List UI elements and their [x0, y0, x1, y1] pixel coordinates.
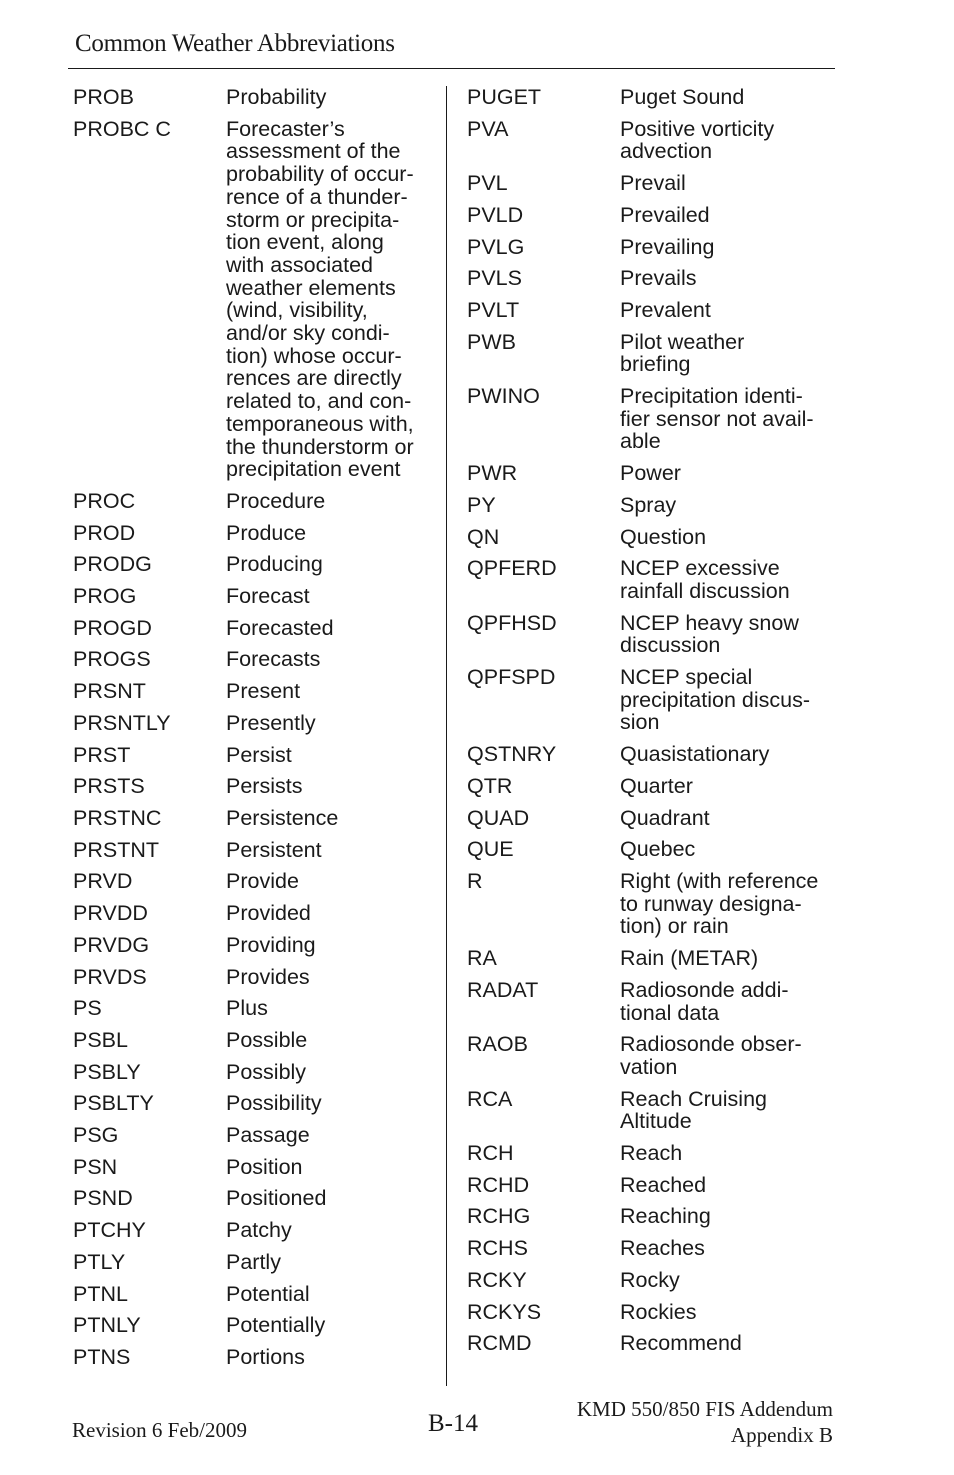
abbreviation-term: PWINO	[467, 384, 540, 409]
abbreviation-term: RCKY	[467, 1267, 527, 1292]
abbreviation-definition	[620, 807, 835, 830]
abbreviation-term: PUGET	[467, 85, 542, 109]
abbreviation-entry	[73, 1219, 433, 1242]
abbreviation-definition	[226, 839, 433, 862]
abbreviation-term: QN	[467, 524, 500, 549]
abbreviation-entry	[73, 712, 433, 735]
abbreviation-term: RCKYS	[467, 1299, 542, 1324]
definition-line: Patchy	[226, 1218, 292, 1243]
abbreviation-entry	[73, 1029, 433, 1052]
abbreviation-entry	[73, 585, 433, 608]
abbreviation-term: PROD	[73, 520, 136, 545]
definition-line: Quebec	[620, 837, 696, 862]
abbreviation-entry	[73, 1156, 433, 1179]
definition-line: Quadrant	[620, 805, 710, 830]
definition-line: Forecasts	[226, 647, 321, 672]
abbreviation-definition	[226, 807, 433, 830]
abbreviation-definition	[620, 204, 835, 227]
abbreviation-definition	[620, 86, 835, 109]
definition-line: probability of occur-	[226, 162, 414, 187]
definition-line: storm or precipita-	[226, 207, 400, 232]
abbreviation-term: RADAT	[467, 977, 539, 1002]
definition-line: with associated	[226, 252, 373, 277]
definition-line: Forecasted	[226, 615, 334, 640]
abbreviation-term: PRSNT	[73, 679, 146, 704]
abbreviation-entry	[467, 118, 835, 163]
definition-line: briefing	[620, 352, 691, 377]
abbreviation-entry	[73, 118, 433, 481]
definition-line: assessment of the	[226, 139, 401, 164]
abbreviation-entry	[467, 172, 835, 195]
abbreviation-term: PSN	[73, 1154, 118, 1179]
abbreviation-term: QPFERD	[467, 556, 557, 581]
abbreviation-definition	[620, 870, 835, 938]
abbreviation-entry	[467, 1237, 835, 1260]
abbreviation-definition	[226, 1283, 433, 1306]
abbreviation-term: QUE	[467, 837, 514, 862]
abbreviation-term: PROB	[73, 85, 134, 109]
abbreviation-term: QUAD	[467, 805, 530, 830]
definition-line: the thunderstorm or	[226, 434, 414, 459]
abbreviation-term: PRVDS	[73, 964, 147, 989]
abbreviation-entry	[73, 870, 433, 893]
definition-line: Prevailing	[620, 234, 715, 259]
abbreviation-definition	[226, 1092, 433, 1115]
abbreviation-definition	[620, 1174, 835, 1197]
abbreviation-definition	[620, 331, 835, 376]
definition-line: Possible	[226, 1027, 308, 1052]
abbreviation-entry	[73, 775, 433, 798]
definition-line: (wind, visibility,	[226, 298, 368, 323]
definition-line: Altitude	[620, 1109, 692, 1134]
definition-line: Provided	[226, 901, 311, 926]
definition-line: tion) whose occur-	[226, 343, 402, 368]
definition-line: Forecast	[226, 584, 310, 609]
definition-line: fier sensor not avail-	[620, 406, 814, 431]
abbreviation-definition	[226, 1156, 433, 1179]
abbreviation-definition	[620, 1269, 835, 1292]
abbreviation-definition	[620, 1332, 835, 1355]
definition-line: Possibly	[226, 1059, 307, 1084]
abbreviation-term: PSG	[73, 1123, 119, 1148]
abbreviation-entry	[73, 553, 433, 576]
abbreviation-definition	[620, 494, 835, 517]
abbreviation-term: PWR	[467, 461, 518, 486]
abbreviation-definition	[620, 385, 835, 453]
abbreviation-term: PSBL	[73, 1027, 128, 1052]
abbreviation-definition	[226, 648, 433, 671]
abbreviation-entry	[73, 839, 433, 862]
definition-line: rences are directly	[226, 366, 402, 391]
abbreviation-definition	[620, 236, 835, 259]
abbreviation-definition	[620, 557, 835, 602]
abbreviation-term: QPFHSD	[467, 610, 557, 635]
abbreviation-entry	[467, 1088, 835, 1133]
abbreviation-definition	[226, 1061, 433, 1084]
definition-line: Quasistationary	[620, 742, 770, 767]
abbreviation-term: PRSNTLY	[73, 710, 171, 735]
definition-line: tional data	[620, 1000, 720, 1025]
abbreviation-term: PRSTS	[73, 774, 145, 799]
abbreviation-definition	[620, 1033, 835, 1078]
abbreviation-entry	[467, 299, 835, 322]
abbreviation-entry	[73, 1283, 433, 1306]
abbreviation-term: PROC	[73, 488, 136, 513]
page-number: B-14	[428, 1410, 478, 1437]
abbreviation-term: PVLG	[467, 234, 525, 259]
definition-line: to runway designa-	[620, 891, 802, 916]
abbreviation-term: PSBLTY	[73, 1091, 154, 1116]
abbreviation-definition	[620, 838, 835, 861]
abbreviation-entry	[73, 522, 433, 545]
abbreviation-definition	[620, 299, 835, 322]
abbreviation-definition	[620, 1301, 835, 1324]
definition-line: discussion	[620, 633, 721, 658]
definition-line: Forecaster’s	[226, 116, 345, 141]
abbreviation-entry	[467, 267, 835, 290]
abbreviation-definition	[620, 1237, 835, 1260]
definition-line: Reach	[620, 1141, 683, 1166]
abbreviation-entry	[467, 526, 835, 549]
definition-line: Prevailed	[620, 202, 710, 227]
abbreviation-entry	[73, 86, 433, 109]
abbreviation-term: RCH	[467, 1141, 514, 1166]
abbreviation-entry	[73, 648, 433, 671]
abbreviation-definition	[226, 966, 433, 989]
definition-line: sion	[620, 710, 660, 735]
abbreviation-term: PSND	[73, 1186, 133, 1211]
definition-line: Plus	[226, 996, 268, 1021]
abbreviation-definition	[226, 522, 433, 545]
abbreviation-entry	[73, 1061, 433, 1084]
abbreviation-definition	[226, 1219, 433, 1242]
definition-line: Provides	[226, 964, 310, 989]
definition-line: Partly	[226, 1249, 281, 1274]
abbreviation-definition	[620, 612, 835, 657]
definition-line: Question	[620, 524, 707, 549]
definition-line: Right (with reference	[620, 868, 819, 893]
abbreviation-term: QSTNRY	[467, 742, 557, 767]
definition-line: tion) or rain	[620, 914, 729, 939]
abbreviation-term: PVL	[467, 171, 508, 196]
definition-line: precipitation event	[226, 457, 401, 482]
abbreviation-definition	[226, 870, 433, 893]
definition-line: Persistence	[226, 805, 339, 830]
definition-line: Pilot weather	[620, 329, 745, 354]
abbreviation-definition	[226, 902, 433, 925]
abbreviation-definition	[620, 979, 835, 1024]
abbreviation-entry	[467, 1332, 835, 1355]
abbreviation-definition	[226, 553, 433, 576]
abbreviation-term: PVLT	[467, 297, 520, 322]
abbreviation-entry	[467, 666, 835, 734]
abbreviation-definition	[226, 490, 433, 513]
column-divider	[446, 86, 447, 1386]
definition-line: Rocky	[620, 1267, 680, 1292]
abbreviation-entry	[73, 1251, 433, 1274]
definition-line: weather elements	[226, 275, 396, 300]
definition-line: precipitation discus-	[620, 687, 811, 712]
abbreviation-entry	[73, 744, 433, 767]
definition-line: NCEP excessive	[620, 556, 780, 581]
definition-line: Rockies	[620, 1299, 697, 1324]
definition-line: Reach Cruising	[620, 1086, 767, 1111]
abbreviation-entry	[73, 490, 433, 513]
abbreviation-entry	[467, 1205, 835, 1228]
definition-line: Precipitation identi-	[620, 384, 803, 409]
abbreviation-entry	[73, 617, 433, 640]
abbreviation-term: RCHD	[467, 1172, 530, 1197]
definition-line: NCEP heavy snow	[620, 610, 799, 635]
abbreviation-term: PTCHY	[73, 1218, 146, 1243]
right-abbreviation-column	[467, 86, 835, 1364]
definition-line: Providing	[226, 932, 316, 957]
abbreviation-entry	[73, 1314, 433, 1337]
abbreviation-entry	[467, 979, 835, 1024]
definition-line: Prevail	[620, 171, 686, 196]
abbreviation-entry	[467, 1174, 835, 1197]
definition-line: Reaches	[620, 1236, 705, 1261]
abbreviation-term: PRVDD	[73, 901, 148, 926]
abbreviation-definition	[620, 462, 835, 485]
definition-line: Possibility	[226, 1091, 322, 1116]
abbreviation-entry	[73, 1346, 433, 1369]
abbreviation-entry	[467, 1142, 835, 1165]
abbreviation-entry	[467, 612, 835, 657]
definition-line: Present	[226, 679, 301, 704]
abbreviation-definition	[620, 118, 835, 163]
abbreviation-term: QPFSPD	[467, 665, 556, 690]
abbreviation-definition	[620, 1088, 835, 1133]
abbreviation-definition	[226, 680, 433, 703]
definition-line: Radiosonde addi-	[620, 977, 789, 1002]
definition-line: Puget Sound	[620, 85, 745, 109]
abbreviation-entry	[73, 807, 433, 830]
abbreviation-entry	[73, 1124, 433, 1147]
abbreviation-definition	[226, 617, 433, 640]
abbreviation-term: PTNL	[73, 1281, 128, 1306]
abbreviation-term: PVA	[467, 116, 509, 141]
definition-line: Quarter	[620, 773, 693, 798]
left-abbreviation-column	[73, 86, 433, 1378]
definition-line: Persistent	[226, 837, 322, 862]
abbreviation-definition	[226, 1314, 433, 1337]
abbreviation-term: PY	[467, 492, 496, 517]
definition-line: Passage	[226, 1123, 310, 1148]
definition-line: able	[620, 429, 661, 454]
abbreviation-entry	[467, 331, 835, 376]
revision-label: Revision 6 Feb/2009	[72, 1418, 248, 1442]
definition-line: Potentially	[226, 1313, 326, 1338]
abbreviation-term: PROGS	[73, 647, 151, 672]
abbreviation-entry	[467, 86, 835, 109]
definition-line: Spray	[620, 492, 677, 517]
definition-line: Power	[620, 461, 681, 486]
abbreviation-term: PWB	[467, 329, 516, 354]
definition-line: Prevails	[620, 266, 697, 291]
definition-line: rainfall discussion	[620, 578, 790, 603]
abbreviation-term: PROG	[73, 584, 137, 609]
abbreviation-entry	[467, 838, 835, 861]
abbreviation-term: PROGD	[73, 615, 152, 640]
definition-line: Prevalent	[620, 297, 711, 322]
abbreviation-entry	[467, 236, 835, 259]
abbreviation-term: PRVD	[73, 869, 133, 894]
abbreviation-entry	[467, 557, 835, 602]
abbreviation-entry	[73, 1187, 433, 1210]
abbreviation-term: PRODG	[73, 552, 152, 577]
abbreviation-definition	[226, 775, 433, 798]
abbreviation-entry	[467, 775, 835, 798]
document-info	[577, 1396, 833, 1448]
abbreviation-entry	[467, 462, 835, 485]
abbreviation-entry	[467, 1269, 835, 1292]
abbreviation-definition	[226, 1251, 433, 1274]
abbreviation-definition	[226, 1187, 433, 1210]
definition-line: Persist	[226, 742, 292, 767]
abbreviation-definition	[226, 997, 433, 1020]
abbreviation-definition	[226, 712, 433, 735]
definition-line: Procedure	[226, 488, 326, 513]
abbreviation-term: PRST	[73, 742, 131, 767]
abbreviation-entry	[467, 385, 835, 453]
abbreviation-definition	[226, 934, 433, 957]
abbreviation-term: PTNLY	[73, 1313, 141, 1338]
abbreviation-term: PS	[73, 996, 102, 1021]
abbreviation-term: RAOB	[467, 1032, 528, 1057]
definition-line: related to, and con-	[226, 389, 412, 414]
abbreviation-definition	[226, 1124, 433, 1147]
definition-line: Rain (METAR)	[620, 946, 759, 971]
abbreviation-entry	[467, 494, 835, 517]
definition-line: Probability	[226, 85, 327, 109]
abbreviation-entry	[73, 1092, 433, 1115]
abbreviation-definition	[620, 666, 835, 734]
definition-line: Provide	[226, 869, 299, 894]
abbreviation-term: PTLY	[73, 1249, 126, 1274]
definition-line: Persists	[226, 774, 303, 799]
abbreviation-term: PRSTNC	[73, 805, 162, 830]
abbreviation-entry	[73, 966, 433, 989]
abbreviation-definition	[226, 86, 433, 109]
definition-line: NCEP special	[620, 665, 753, 690]
definition-line: Potential	[226, 1281, 310, 1306]
abbreviation-definition	[226, 118, 433, 481]
definition-line: advection	[620, 139, 713, 164]
definition-line: vation	[620, 1054, 678, 1079]
abbreviation-term: PSBLY	[73, 1059, 141, 1084]
abbreviation-term: PVLD	[467, 202, 524, 227]
abbreviation-term: PVLS	[467, 266, 522, 291]
definition-line: Portions	[226, 1344, 305, 1369]
abbreviation-term: PROBC C	[73, 116, 171, 141]
definition-line: Positioned	[226, 1186, 327, 1211]
abbreviation-term: RCMD	[467, 1331, 532, 1356]
abbreviation-definition	[226, 1346, 433, 1369]
definition-line: tion event, along	[226, 230, 384, 255]
definition-line: and/or sky condi-	[226, 321, 390, 346]
abbreviation-definition	[620, 172, 835, 195]
abbreviation-entry	[73, 902, 433, 925]
definition-line: Positive vorticity	[620, 116, 775, 141]
definition-line: Producing	[226, 552, 323, 577]
definition-line: Recommend	[620, 1331, 742, 1356]
abbreviation-entry	[467, 1033, 835, 1078]
abbreviation-entry	[467, 743, 835, 766]
abbreviation-term: PTNS	[73, 1344, 131, 1369]
abbreviation-entry	[73, 997, 433, 1020]
definition-line: Reaching	[620, 1204, 711, 1229]
definition-line: Presently	[226, 710, 316, 735]
abbreviation-entry	[467, 807, 835, 830]
abbreviation-term: PRVDG	[73, 932, 150, 957]
abbreviation-term: RCHS	[467, 1236, 528, 1261]
document-title: KMD 550/850 FIS Addendum	[576, 1397, 833, 1421]
title-divider	[68, 68, 835, 69]
abbreviation-entry	[467, 947, 835, 970]
definition-line: Reached	[620, 1172, 707, 1197]
abbreviation-definition	[226, 1029, 433, 1052]
abbreviation-entry	[73, 680, 433, 703]
abbreviation-definition	[620, 775, 835, 798]
abbreviation-term: QTR	[467, 773, 513, 798]
abbreviation-definition	[620, 526, 835, 549]
definition-line: Produce	[226, 520, 307, 545]
abbreviation-definition	[226, 585, 433, 608]
appendix-label: Appendix B	[730, 1423, 833, 1447]
abbreviation-definition	[620, 743, 835, 766]
definition-line: temporaneous with,	[226, 411, 414, 436]
abbreviation-term: R	[467, 868, 483, 893]
abbreviation-entry	[467, 204, 835, 227]
abbreviation-entry	[467, 870, 835, 938]
abbreviation-term: RA	[467, 946, 497, 971]
definition-line: Radiosonde obser-	[620, 1032, 802, 1057]
abbreviation-term: RCA	[467, 1086, 513, 1111]
abbreviation-definition	[620, 1205, 835, 1228]
abbreviation-definition	[620, 1142, 835, 1165]
abbreviation-definition	[620, 267, 835, 290]
abbreviation-definition	[620, 947, 835, 970]
definition-line: rence of a thunder-	[226, 184, 408, 209]
definition-line: Position	[226, 1154, 303, 1179]
abbreviation-term: RCHG	[467, 1204, 531, 1229]
abbreviation-entry	[467, 1301, 835, 1324]
abbreviation-term: PRSTNT	[73, 837, 159, 862]
abbreviation-definition	[226, 744, 433, 767]
abbreviation-entry	[73, 934, 433, 957]
page-title: Common Weather Abbreviations	[75, 30, 395, 57]
